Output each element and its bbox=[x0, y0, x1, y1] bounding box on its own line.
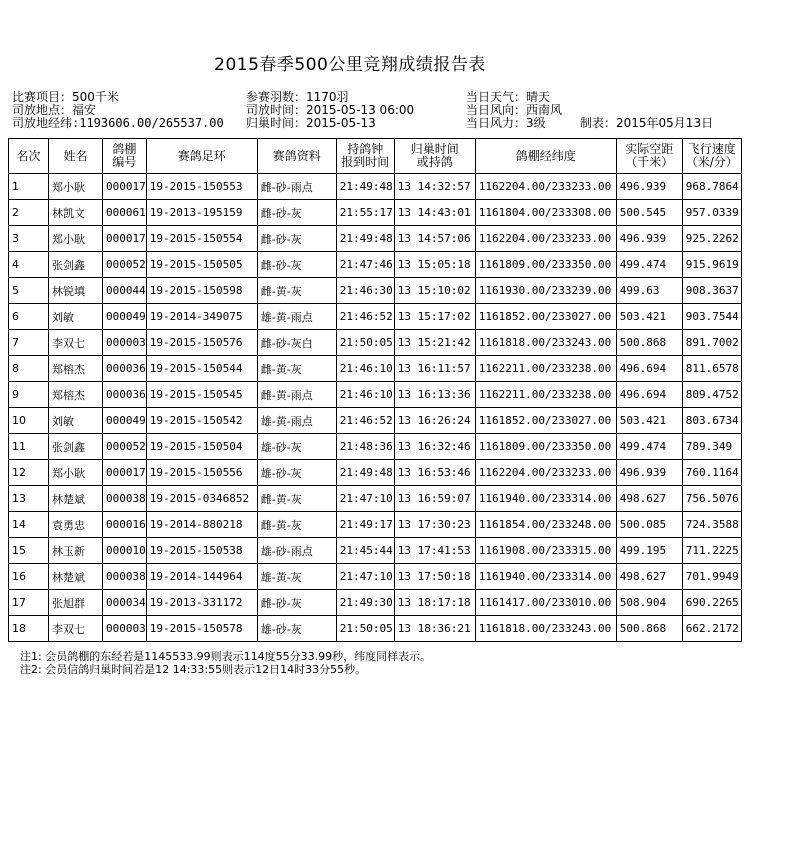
col-distance-cell: 508.904 bbox=[616, 590, 682, 616]
table-row bbox=[9, 460, 742, 486]
col-loft-coords-cell: 1161852.00/233027.00 bbox=[475, 304, 616, 330]
col-ring-cell: 19-2013-331172 bbox=[146, 590, 257, 616]
col-speed-cell: 701.9949 bbox=[682, 564, 741, 590]
col-ring-cell: 19-2014-349075 bbox=[146, 304, 257, 330]
col-speed-cell: 662.2172 bbox=[682, 616, 741, 642]
col-loft-id-cell: 000036 bbox=[103, 382, 147, 408]
col-bird-info-cell: 雄-砂-雨点 bbox=[257, 538, 336, 564]
col-name-header: 姓名 bbox=[49, 139, 103, 174]
col-speed-cell: 957.0339 bbox=[682, 200, 741, 226]
col-clock-time-cell: 21:45:44 bbox=[336, 538, 394, 564]
col-speed-cell: 803.6734 bbox=[682, 408, 741, 434]
col-speed-cell: 756.5076 bbox=[682, 486, 741, 512]
col-bird-info-cell: 雄-黄-灰 bbox=[257, 564, 336, 590]
col-loft-coords-cell: 1162204.00/233233.00 bbox=[475, 174, 616, 200]
col-rank-cell: 12 bbox=[9, 460, 49, 486]
col-distance-cell: 500.085 bbox=[616, 512, 682, 538]
col-clock-time-header: 持鸽钟 报到时间 bbox=[336, 139, 394, 174]
col-rank-cell: 11 bbox=[9, 434, 49, 460]
col-bird-info-cell: 雌-砂-灰 bbox=[257, 226, 336, 252]
col-bird-info-cell: 雌-砂-灰 bbox=[257, 590, 336, 616]
col-rank-cell: 10 bbox=[9, 408, 49, 434]
col-name-cell: 林凯文 bbox=[49, 200, 103, 226]
col-loft-id-cell: 000049 bbox=[103, 304, 147, 330]
col-distance-cell: 499.63 bbox=[616, 278, 682, 304]
col-return-time-cell: 13 14:32:57 bbox=[394, 174, 475, 200]
table-row bbox=[9, 382, 742, 408]
col-loft-coords-cell: 1161940.00/233314.00 bbox=[475, 564, 616, 590]
results-table bbox=[8, 138, 742, 642]
col-clock-time-cell: 21:48:36 bbox=[336, 434, 394, 460]
col-ring-cell: 19-2014-880218 bbox=[146, 512, 257, 538]
col-loft-coords-cell: 1161930.00/233239.00 bbox=[475, 278, 616, 304]
table-row bbox=[9, 304, 742, 330]
col-bird-info-cell: 雄-砂-灰 bbox=[257, 460, 336, 486]
col-speed-cell: 903.7544 bbox=[682, 304, 741, 330]
col-loft-id-cell: 000003 bbox=[103, 616, 147, 642]
col-return-time-cell: 13 14:43:01 bbox=[394, 200, 475, 226]
col-distance-cell: 496.939 bbox=[616, 174, 682, 200]
col-clock-time-cell: 21:55:17 bbox=[336, 200, 394, 226]
report-title: 2015春季500公里竞翔成绩报告表 bbox=[214, 55, 486, 75]
col-bird-info-cell: 雄-黄-雨点 bbox=[257, 304, 336, 330]
col-return-time-cell: 13 17:50:18 bbox=[394, 564, 475, 590]
col-bird-info-cell: 雌-黄-灰 bbox=[257, 512, 336, 538]
col-loft-id-cell: 000061 bbox=[103, 200, 147, 226]
col-return-time-cell: 13 14:57:06 bbox=[394, 226, 475, 252]
info-release-coords: 司放地经纬:1193606.00/265537.00 bbox=[12, 116, 224, 130]
col-distance-cell: 500.545 bbox=[616, 200, 682, 226]
col-distance-cell: 503.421 bbox=[616, 304, 682, 330]
col-loft-id-cell: 000044 bbox=[103, 278, 147, 304]
col-name-cell: 袁勇忠 bbox=[49, 512, 103, 538]
col-name-cell: 刘敏 bbox=[49, 304, 103, 330]
col-return-time-cell: 13 15:05:18 bbox=[394, 252, 475, 278]
col-loft-id-cell: 000049 bbox=[103, 408, 147, 434]
col-clock-time-cell: 21:50:05 bbox=[336, 330, 394, 356]
col-distance-cell: 500.868 bbox=[616, 616, 682, 642]
col-bird-info-cell: 雌-砂-雨点 bbox=[257, 174, 336, 200]
col-return-time-cell: 13 15:21:42 bbox=[394, 330, 475, 356]
col-ring-cell: 19-2015-150598 bbox=[146, 278, 257, 304]
info-made-by: 制表：2015年05月13日 bbox=[580, 116, 714, 130]
col-rank-cell: 5 bbox=[9, 278, 49, 304]
col-loft-coords-cell: 1161852.00/233027.00 bbox=[475, 408, 616, 434]
col-loft-id-cell: 000017 bbox=[103, 174, 147, 200]
col-name-cell: 林楚斌 bbox=[49, 564, 103, 590]
col-speed-cell: 891.7002 bbox=[682, 330, 741, 356]
col-rank-cell: 4 bbox=[9, 252, 49, 278]
col-ring-cell: 19-2015-150553 bbox=[146, 174, 257, 200]
col-ring-cell: 19-2015-150554 bbox=[146, 226, 257, 252]
col-name-cell: 张旭群 bbox=[49, 590, 103, 616]
col-name-cell: 林锐填 bbox=[49, 278, 103, 304]
col-name-cell: 郑小耿 bbox=[49, 226, 103, 252]
col-speed-cell: 690.2265 bbox=[682, 590, 741, 616]
col-return-time-cell: 13 16:13:36 bbox=[394, 382, 475, 408]
col-clock-time-cell: 21:46:10 bbox=[336, 356, 394, 382]
col-distance-cell: 496.694 bbox=[616, 356, 682, 382]
col-loft-coords-cell: 1162204.00/233233.00 bbox=[475, 460, 616, 486]
col-distance-cell: 498.627 bbox=[616, 564, 682, 590]
col-clock-time-cell: 21:46:30 bbox=[336, 278, 394, 304]
col-name-cell: 郑榕杰 bbox=[49, 382, 103, 408]
info-weather: 当日天气：晴天 bbox=[466, 90, 551, 104]
col-clock-time-cell: 21:49:48 bbox=[336, 174, 394, 200]
col-name-cell: 刘敏 bbox=[49, 408, 103, 434]
col-bird-info-cell: 雌-黄-灰 bbox=[257, 486, 336, 512]
col-ring-cell: 19-2013-195159 bbox=[146, 200, 257, 226]
col-loft-coords-cell: 1161417.00/233010.00 bbox=[475, 590, 616, 616]
col-loft-coords-cell: 1161809.00/233350.00 bbox=[475, 252, 616, 278]
col-loft-id-cell: 000052 bbox=[103, 434, 147, 460]
info-entries: 参赛羽数：1170羽 bbox=[246, 90, 349, 104]
col-rank-cell: 13 bbox=[9, 486, 49, 512]
col-ring-cell: 19-2015-150538 bbox=[146, 538, 257, 564]
col-clock-time-cell: 21:49:30 bbox=[336, 590, 394, 616]
table-row bbox=[9, 538, 742, 564]
col-clock-time-cell: 21:47:10 bbox=[336, 564, 394, 590]
col-speed-header: 飞行速度 （米/分） bbox=[682, 139, 741, 174]
col-return-time-cell: 13 18:17:18 bbox=[394, 590, 475, 616]
col-distance-cell: 498.627 bbox=[616, 486, 682, 512]
col-return-time-cell: 13 15:17:02 bbox=[394, 304, 475, 330]
col-bird-info-header: 赛鸽资料 bbox=[257, 139, 336, 174]
table-row bbox=[9, 408, 742, 434]
col-speed-cell: 908.3637 bbox=[682, 278, 741, 304]
col-distance-header: 实际空距 （千米） bbox=[616, 139, 682, 174]
col-loft-coords-header: 鸽棚经纬度 bbox=[475, 139, 616, 174]
col-ring-cell: 19-2015-150542 bbox=[146, 408, 257, 434]
col-clock-time-cell: 21:49:48 bbox=[336, 226, 394, 252]
col-loft-id-cell: 000016 bbox=[103, 512, 147, 538]
col-rank-cell: 3 bbox=[9, 226, 49, 252]
col-return-time-cell: 13 17:41:53 bbox=[394, 538, 475, 564]
col-clock-time-cell: 21:50:05 bbox=[336, 616, 394, 642]
table-row bbox=[9, 434, 742, 460]
col-loft-coords-cell: 1161940.00/233314.00 bbox=[475, 486, 616, 512]
col-loft-id-cell: 000010 bbox=[103, 538, 147, 564]
table-row bbox=[9, 486, 742, 512]
col-name-cell: 郑小耿 bbox=[49, 174, 103, 200]
table-row bbox=[9, 590, 742, 616]
col-ring-cell: 19-2014-144964 bbox=[146, 564, 257, 590]
info-release-time: 司放时间：2015-05-13 06:00 bbox=[246, 103, 415, 117]
col-clock-time-cell: 21:49:17 bbox=[336, 512, 394, 538]
col-ring-cell: 19-2015-150504 bbox=[146, 434, 257, 460]
table-row bbox=[9, 564, 742, 590]
col-loft-coords-cell: 1161818.00/233243.00 bbox=[475, 330, 616, 356]
col-distance-cell: 503.421 bbox=[616, 408, 682, 434]
table-row bbox=[9, 356, 742, 382]
col-name-cell: 郑榕杰 bbox=[49, 356, 103, 382]
col-ring-cell: 19-2015-150576 bbox=[146, 330, 257, 356]
col-loft-id-cell: 000017 bbox=[103, 226, 147, 252]
col-rank-cell: 7 bbox=[9, 330, 49, 356]
col-ring-cell: 19-2015-150556 bbox=[146, 460, 257, 486]
col-loft-id-cell: 000052 bbox=[103, 252, 147, 278]
col-return-time-cell: 13 16:11:57 bbox=[394, 356, 475, 382]
col-clock-time-cell: 21:46:10 bbox=[336, 382, 394, 408]
col-rank-cell: 8 bbox=[9, 356, 49, 382]
col-rank-cell: 15 bbox=[9, 538, 49, 564]
table-row bbox=[9, 512, 742, 538]
info-project: 比赛项目：500千米 bbox=[12, 90, 119, 104]
col-speed-cell: 968.7864 bbox=[682, 174, 741, 200]
col-loft-id-cell: 000003 bbox=[103, 330, 147, 356]
col-name-cell: 林楚斌 bbox=[49, 486, 103, 512]
col-return-time-cell: 13 18:36:21 bbox=[394, 616, 475, 642]
col-bird-info-cell: 雄-黄-雨点 bbox=[257, 408, 336, 434]
col-loft-id-cell: 000038 bbox=[103, 564, 147, 590]
table-body bbox=[9, 174, 742, 642]
info-release-place: 司放地点：福安 bbox=[12, 103, 97, 117]
col-clock-time-cell: 21:46:52 bbox=[336, 408, 394, 434]
table-row bbox=[9, 330, 742, 356]
table-row bbox=[9, 226, 742, 252]
col-speed-cell: 925.2262 bbox=[682, 226, 741, 252]
col-return-time-cell: 13 15:10:02 bbox=[394, 278, 475, 304]
col-bird-info-cell: 雄-砂-灰 bbox=[257, 616, 336, 642]
col-return-time-cell: 13 16:53:46 bbox=[394, 460, 475, 486]
col-ring-header: 赛鸽足环 bbox=[146, 139, 257, 174]
col-ring-cell: 19-2015-150544 bbox=[146, 356, 257, 382]
col-name-cell: 李双七 bbox=[49, 330, 103, 356]
col-name-cell: 张剑鑫 bbox=[49, 252, 103, 278]
col-bird-info-cell: 雌-黄-灰 bbox=[257, 278, 336, 304]
col-ring-cell: 19-2015-0346852 bbox=[146, 486, 257, 512]
col-speed-cell: 811.6578 bbox=[682, 356, 741, 382]
col-speed-cell: 711.2225 bbox=[682, 538, 741, 564]
col-bird-info-cell: 雄-砂-灰 bbox=[257, 434, 336, 460]
col-name-cell: 林玉新 bbox=[49, 538, 103, 564]
col-loft-id-cell: 000017 bbox=[103, 460, 147, 486]
col-ring-cell: 19-2015-150545 bbox=[146, 382, 257, 408]
col-loft-id-cell: 000038 bbox=[103, 486, 147, 512]
col-name-cell: 李双七 bbox=[49, 616, 103, 642]
info-wind-force: 当日风力：3级 bbox=[466, 116, 546, 130]
col-loft-coords-cell: 1161818.00/233243.00 bbox=[475, 616, 616, 642]
col-clock-time-cell: 21:46:52 bbox=[336, 304, 394, 330]
col-rank-cell: 16 bbox=[9, 564, 49, 590]
col-bird-info-cell: 雌-砂-灰 bbox=[257, 200, 336, 226]
col-ring-cell: 19-2015-150505 bbox=[146, 252, 257, 278]
col-rank-cell: 14 bbox=[9, 512, 49, 538]
col-loft-coords-cell: 1162204.00/233233.00 bbox=[475, 226, 616, 252]
col-loft-coords-cell: 1161809.00/233350.00 bbox=[475, 434, 616, 460]
col-ring-cell: 19-2015-150578 bbox=[146, 616, 257, 642]
col-speed-cell: 809.4752 bbox=[682, 382, 741, 408]
table-row bbox=[9, 616, 742, 642]
col-rank-cell: 17 bbox=[9, 590, 49, 616]
col-distance-cell: 496.694 bbox=[616, 382, 682, 408]
col-loft-coords-cell: 1161804.00/233308.00 bbox=[475, 200, 616, 226]
table-row bbox=[9, 174, 742, 200]
col-name-cell: 张剑鑫 bbox=[49, 434, 103, 460]
col-loft-coords-cell: 1162211.00/233238.00 bbox=[475, 382, 616, 408]
table-row bbox=[9, 252, 742, 278]
col-distance-cell: 499.474 bbox=[616, 434, 682, 460]
col-rank-cell: 18 bbox=[9, 616, 49, 642]
col-loft-coords-cell: 1161854.00/233248.00 bbox=[475, 512, 616, 538]
col-speed-cell: 760.1164 bbox=[682, 460, 741, 486]
col-return-time-cell: 13 17:30:23 bbox=[394, 512, 475, 538]
col-speed-cell: 724.3588 bbox=[682, 512, 741, 538]
col-loft-id-header: 鸽棚 编号 bbox=[103, 139, 147, 174]
table-row bbox=[9, 200, 742, 226]
col-clock-time-cell: 21:47:46 bbox=[336, 252, 394, 278]
col-speed-cell: 915.9619 bbox=[682, 252, 741, 278]
table-header-row bbox=[9, 139, 742, 174]
col-distance-cell: 500.868 bbox=[616, 330, 682, 356]
col-distance-cell: 499.474 bbox=[616, 252, 682, 278]
col-bird-info-cell: 雌-砂-灰 bbox=[257, 252, 336, 278]
col-bird-info-cell: 雌-黄-灰 bbox=[257, 356, 336, 382]
col-bird-info-cell: 雌-黄-雨点 bbox=[257, 382, 336, 408]
info-return-time: 归巢时间：2015-05-13 bbox=[246, 116, 376, 130]
col-return-time-cell: 13 16:32:46 bbox=[394, 434, 475, 460]
col-distance-cell: 496.939 bbox=[616, 226, 682, 252]
info-wind-direction: 当日风向：西南风 bbox=[466, 103, 563, 117]
col-name-cell: 郑小耿 bbox=[49, 460, 103, 486]
col-speed-cell: 789.349 bbox=[682, 434, 741, 460]
col-rank-cell: 6 bbox=[9, 304, 49, 330]
col-clock-time-cell: 21:47:10 bbox=[336, 486, 394, 512]
col-rank-cell: 1 bbox=[9, 174, 49, 200]
col-rank-header: 名次 bbox=[9, 139, 49, 174]
note-2: 注2: 会员信鸽归巢时间若是12 14:33:55则表示12日14时33分55秒。 bbox=[20, 663, 367, 676]
col-loft-coords-cell: 1162211.00/233238.00 bbox=[475, 356, 616, 382]
col-rank-cell: 9 bbox=[9, 382, 49, 408]
col-loft-id-cell: 000034 bbox=[103, 590, 147, 616]
col-bird-info-cell: 雌-砂-灰白 bbox=[257, 330, 336, 356]
col-return-time-cell: 13 16:59:07 bbox=[394, 486, 475, 512]
table-row bbox=[9, 278, 742, 304]
col-loft-id-cell: 000036 bbox=[103, 356, 147, 382]
note-1: 注1: 会员鸽棚的东经若是1145533.99则表示114度55分33.99秒，纬度同样表示。 bbox=[20, 650, 432, 663]
col-return-time-cell: 13 16:26:24 bbox=[394, 408, 475, 434]
notes bbox=[20, 650, 431, 676]
col-loft-coords-cell: 1161908.00/233315.00 bbox=[475, 538, 616, 564]
col-distance-cell: 496.939 bbox=[616, 460, 682, 486]
col-distance-cell: 499.195 bbox=[616, 538, 682, 564]
col-clock-time-cell: 21:49:48 bbox=[336, 460, 394, 486]
col-rank-cell: 2 bbox=[9, 200, 49, 226]
col-return-time-header: 归巢时间 或持鸽 bbox=[394, 139, 475, 174]
